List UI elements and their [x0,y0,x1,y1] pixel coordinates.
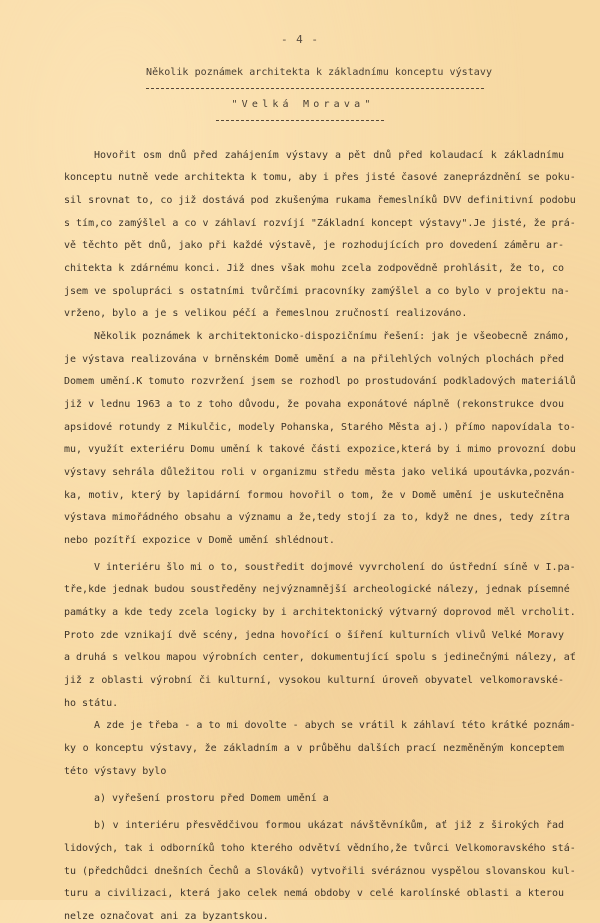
text-line: již z oblasti výrobní či kulturní, vysokou kulturní úroveň obyvatel velkomoravské- [64,675,564,686]
text-line: tře,kde jednak budou soustředěny nejvýznamnější archeologické nálezy, jednak písemné [64,584,570,595]
text-line: tu (předchůdci dnešních Čechů a Slováků) vytvořili svéráznou vyspělou slovanskou kul- [64,866,576,877]
document-title: Několik poznámek architekta k základnímu konceptu výstavy [146,67,493,78]
text-line: turu a civilizaci, která jako celek nemá obdoby v celé karolínské oblasti a kterou [64,888,564,899]
text-line: konceptu nutně vede architekta k tomu, aby i přes jisté časové zaneprázdnění se poku- [64,172,576,183]
text-line: s tím,co zamýšlel a co v záhlaví rozvíjí "Základní koncept výstavy".Je jisté, že prá- [64,218,576,229]
page-number: - 4 - [280,33,320,46]
text-line: sil srovnat to, co již dostává pod zkušenýma rukama řemeslníků DVV definitivní podobu [64,195,576,206]
text-line: jsem ve spolupráci s ostatními tvůrčími pracovníky zamýšlel a co bylo v projektu na- [64,286,570,297]
text-line: apsidové rotundy z Mikulčic, modely Pohanska, Starého Města aj.) přímo napovídala to- [64,422,576,433]
list-item-b: b) v interiéru přesvědčivou formou ukázat návštěvníkům, ať již z širokých řad [94,820,564,831]
text-line: V interiéru šlo mi o to, soustředit dojmové vyvrcholení do ústřední síně v I.pa- [94,562,576,573]
text-line: ky o konceptu výstavy, že základním a v průběhu dalších prací nezměněným konceptem [64,743,564,754]
subtitle-underline [216,120,384,121]
title-underline [146,88,484,89]
text-line: Hovořit osm dnů před zahájením výstavy a pět dnů před kolaudací k základnímu [94,150,564,161]
text-line: Domem umění.K tomuto rozvržení jsem se rozhodl po prostudování podkladových materiálů [64,376,576,387]
text-line: je výstava realizována v brněnském Domě umění a na přilehlých volných plochách před [64,354,564,365]
text-line: ka, motiv, který by lapidární formou hovořil o tom, že v Domě umění je uskutečněna [64,490,564,501]
text-line: výstava mimořádného obsahu a významu a že,tedy stojí za to, když ne dnes, tedy zítra [64,512,570,523]
text-line: výstavy sehrála důležitou roli v organizmu středu města jako veliká upoutávka,pozván- [64,467,576,478]
text-line: Několik poznámek k architektonicko-dispozičnímu řešení: jak je všeobecně známo, [94,331,570,342]
text-line: vrženo, bylo a je s velikou péčí a řemeslnou zručností realizováno. [64,308,468,319]
text-line: a druhá s velkou mapou výrobních center, dokumentující spolu s jedinečnými nálezy, ať [64,652,576,663]
text-line: A zde je třeba - a to mi dovolte - abych se vrátil k záhlaví této krátké poznám- [94,720,576,731]
text-line: vě těchto pět dnů, jako při každé výstavě, je rozhodujících pro dovedení záměru ar- [64,240,564,251]
text-line: ho státu. [64,698,119,709]
text-line: památky a kde tedy zcela logicky by i architektonický výtvarný doprovod měl vrcholit. [64,607,576,618]
text-line: Proto zde vznikají dvě scény, jedna hovořící o šíření kulturních vlivů Velké Moravy [64,630,564,641]
text-line: lidových, tak i odborníků toho kterého odvětví vědního,že tvůrci Velkomoravského stá- [64,843,576,854]
text-line: mu, využít exteriéru Domu umění k takové části expozice,která by i mimo provozní dobu [64,444,576,455]
text-line: nelze označovat ani za byzantskou. [64,911,269,922]
text-line: nebo pozítří expozice v Domě umění shlédnout. [64,535,335,546]
text-line: chitekta k zdárnému konci. Již dnes však mohu zcela zodpovědně prohlásit, že to, co [64,263,564,274]
text-line: již v lednu 1963 a to z toho důvodu, že povaha exponátové náplně (rekonstrukce dvou [64,399,564,410]
list-item-a: a) vyřešení prostoru před Domem umění a [94,793,329,804]
document-subtitle: "Velká Morava" [231,99,375,110]
text-line: této výstavy bylo [64,766,167,777]
